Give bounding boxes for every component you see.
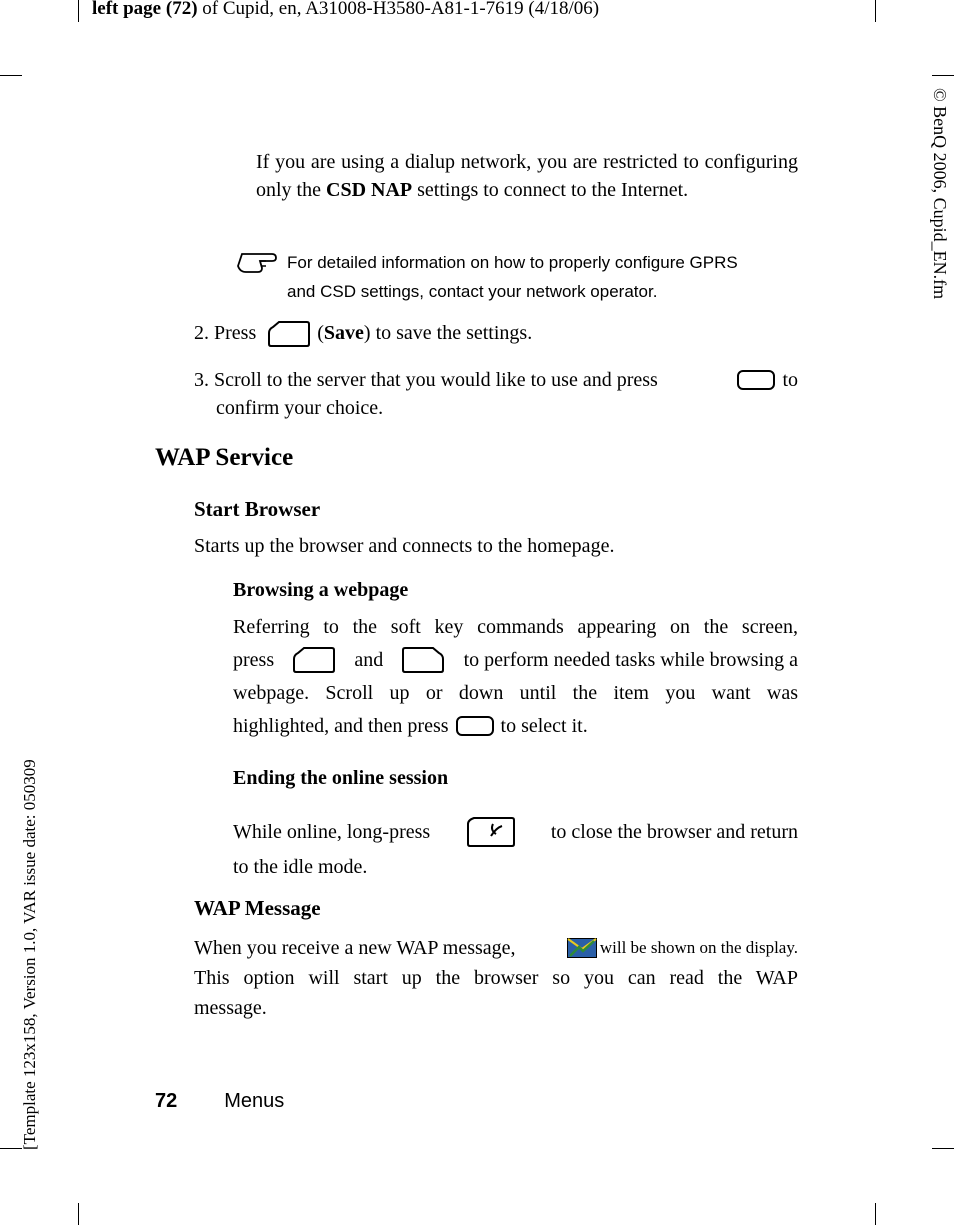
ending-text: While online, long-press to close the browser and return to the idle mode. bbox=[233, 812, 798, 882]
wap-message-icon bbox=[567, 938, 597, 958]
heading-browsing: Browsing a webpage bbox=[233, 579, 409, 601]
end-key-icon bbox=[466, 814, 516, 850]
crop-mark bbox=[932, 75, 954, 76]
right-softkey-icon bbox=[401, 645, 445, 675]
crop-mark bbox=[78, 0, 79, 22]
side-text-right: © BenQ 2006, Cupid_EN.fm bbox=[930, 88, 950, 300]
wap-message-text: When you receive a new WAP message, will be shown on the display. This option will start up the browser so you can read the WAP message. bbox=[194, 937, 798, 1019]
crop-mark bbox=[875, 1203, 876, 1225]
header-bold: left page (72) bbox=[92, 0, 198, 19]
crop-mark bbox=[0, 1148, 22, 1149]
crop-mark bbox=[78, 1203, 79, 1225]
center-key-icon bbox=[455, 714, 495, 738]
step-2: 2. Press (Save) to save the settings. bbox=[194, 319, 532, 349]
center-key-icon bbox=[736, 368, 776, 392]
paragraph-csd: If you are using a dialup network, you are restricted to configuring only the CSD NAP settings to connect to the Internet. bbox=[256, 151, 798, 201]
page-header bbox=[92, 0, 599, 20]
browsing-text: Referring to the soft key commands appearing on the screen, press and to perform needed tasks while browsing a webpage. Scroll up or down until the item you want was highlighted, and then press to select it. bbox=[233, 616, 798, 737]
side-text-left: [Template 123x158, Version 1.0, VAR issue date: 050309 bbox=[20, 759, 39, 1150]
heading-ending-session: Ending the online session bbox=[233, 767, 449, 789]
left-softkey-icon bbox=[267, 319, 311, 349]
heading-start-browser: Start Browser bbox=[194, 497, 321, 521]
page-number: 72 bbox=[155, 1090, 178, 1112]
crop-mark bbox=[932, 1148, 954, 1149]
note-hand-icon bbox=[232, 246, 278, 279]
heading-wap-message: WAP Message bbox=[194, 896, 321, 920]
start-browser-text: Starts up the browser and connects to the homepage. bbox=[194, 535, 615, 557]
footer-section: Menus bbox=[224, 1090, 285, 1112]
note-text: For detailed information on how to properly configure GPRS and CSD settings, contact your network operator. bbox=[287, 253, 738, 301]
crop-mark bbox=[875, 0, 876, 22]
footer bbox=[155, 1090, 284, 1113]
step-3: 3. Scroll to the server that you would like to use and press to confirm your choice. bbox=[194, 369, 798, 419]
crop-mark bbox=[0, 75, 22, 76]
header-rest: of Cupid, en, A31008-H3580-A81-1-7619 (4/18/06) bbox=[197, 0, 600, 19]
heading-wap-service: WAP Service bbox=[155, 444, 294, 471]
left-softkey-icon bbox=[292, 645, 336, 675]
